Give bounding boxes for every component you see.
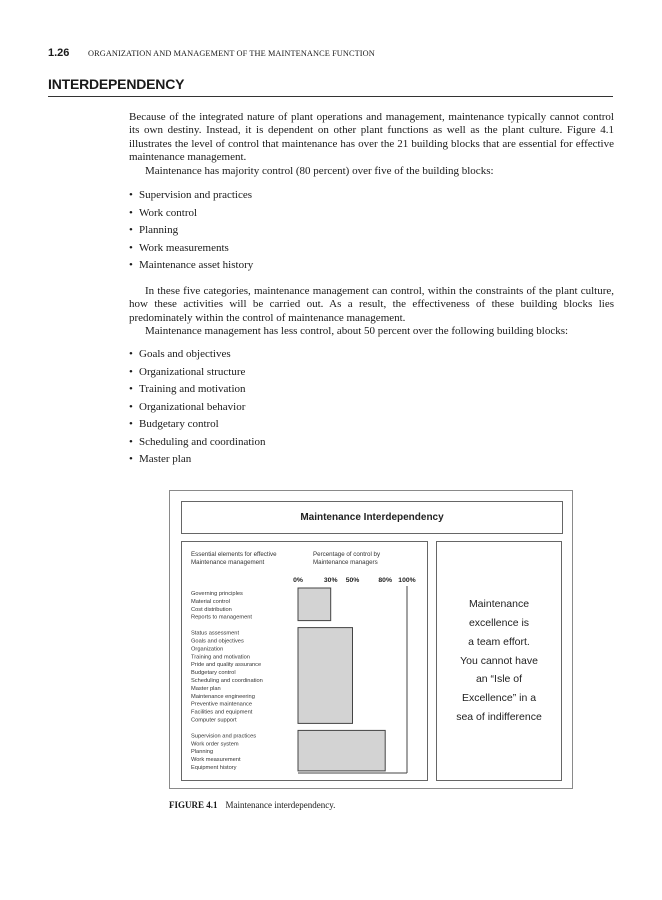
category-label: Budgetary control bbox=[191, 670, 236, 677]
intro-paragraphs bbox=[129, 111, 614, 178]
quote-line: a team effort. bbox=[468, 635, 530, 648]
running-title: ORGANIZATION AND MANAGEMENT OF THE MAINTENANCE FUNCTION bbox=[88, 49, 375, 58]
page-number: 1.26 bbox=[48, 47, 70, 59]
list-item: • Organizational behavior bbox=[129, 399, 265, 417]
header-line: Maintenance managers bbox=[313, 559, 378, 566]
list-item: • Organizational structure bbox=[129, 364, 265, 382]
category-label: Master plan bbox=[191, 685, 221, 692]
quote-line: Excellence” in a bbox=[461, 692, 537, 705]
list-item: • Scheduling and coordination bbox=[129, 434, 265, 452]
section-divider bbox=[48, 96, 613, 97]
category-label: Goals and objectives bbox=[191, 638, 244, 645]
category-label: Work measurement bbox=[191, 757, 241, 764]
category-label: Planning bbox=[191, 749, 214, 756]
category-label: Organization bbox=[191, 646, 224, 653]
middle-paragraphs bbox=[129, 285, 614, 339]
x-tick-label: 30% bbox=[323, 577, 338, 584]
paragraph: Maintenance management has less control, about 50 percent over the following building blocks: bbox=[145, 325, 569, 338]
majority-control-list bbox=[129, 187, 253, 275]
less-control-list bbox=[129, 346, 265, 469]
list-item: • Work control bbox=[129, 205, 253, 223]
x-tick-label: 50% bbox=[345, 577, 360, 584]
figure-maintenance-interdependency bbox=[169, 490, 573, 789]
paragraph: Maintenance has majority control (80 percent) over five of the building blocks: bbox=[145, 164, 494, 177]
category-label: Computer support bbox=[191, 717, 237, 724]
category-label: Cost distribution bbox=[191, 606, 232, 613]
list-item: • Planning bbox=[129, 222, 253, 240]
header-line: Essential elements for effective bbox=[191, 551, 277, 558]
category-label: Material control bbox=[191, 598, 230, 605]
quote-line: an “Isle of bbox=[475, 673, 523, 686]
quote-panel bbox=[436, 541, 562, 781]
list-item: • Master plan bbox=[129, 451, 265, 469]
header-line: Percentage of control by bbox=[313, 551, 381, 558]
category-label: Pride and quality assurance bbox=[191, 662, 262, 669]
list-item: • Work measurements bbox=[129, 240, 253, 258]
category-label: Equipment history bbox=[191, 765, 237, 771]
quote-line: sea of indifference bbox=[456, 710, 542, 723]
quote-line: excellence is bbox=[468, 617, 530, 629]
bar bbox=[298, 628, 353, 724]
bar bbox=[298, 588, 331, 621]
caption-text: Maintenance interdependency. bbox=[225, 800, 336, 810]
paragraph: In these five categories, maintenance management can control, within the constraints of the plant culture, how these activities will be carried out. As a result, the effectiveness of these building blocks lies predominately within the control of maintenance management. bbox=[129, 285, 614, 324]
category-label: Facilities and equipment bbox=[191, 709, 253, 716]
quote-line: You cannot have bbox=[460, 654, 538, 667]
list-item: • Goals and objectives bbox=[129, 346, 265, 364]
quote-text bbox=[456, 595, 542, 727]
paragraph: Because of the integrated nature of plant operations and management, maintenance typically cannot control its own destiny. Instead, it is dependent on other plant functions as well as the plant culture. Figure 4.1 illustrates the level of control that maintenance has over the 21 building blocks that are essential for effective maintenance management. bbox=[129, 111, 614, 164]
category-label: Supervision and practices bbox=[191, 733, 257, 740]
x-tick-label: 0% bbox=[293, 577, 303, 584]
category-label: Preventive maintenance bbox=[191, 701, 253, 708]
caption-label: FIGURE 4.1 bbox=[169, 800, 218, 810]
bar bbox=[298, 730, 385, 771]
quote-line: Maintenance bbox=[468, 598, 530, 611]
list-item: • Maintenance asset history bbox=[129, 257, 253, 275]
running-head bbox=[48, 47, 375, 59]
category-label: Reports to management bbox=[191, 614, 253, 621]
figure-caption bbox=[169, 800, 335, 810]
category-label: Maintenance engineering bbox=[191, 693, 255, 700]
category-label: Status assessment bbox=[191, 630, 240, 637]
category-label: Scheduling and coordination bbox=[191, 678, 263, 684]
list-item: • Budgetary control bbox=[129, 416, 265, 434]
figure-title: Maintenance Interdependency bbox=[181, 501, 563, 534]
category-label: Training and motivation bbox=[191, 654, 250, 661]
x-tick-label: 80% bbox=[378, 577, 393, 584]
list-item: • Supervision and practices bbox=[129, 187, 253, 205]
category-label: Governing principles bbox=[191, 591, 243, 597]
chart-panel bbox=[181, 541, 428, 781]
header-line: Maintenance management bbox=[191, 559, 265, 566]
x-tick-label: 100% bbox=[398, 577, 416, 584]
bar-chart bbox=[182, 542, 429, 782]
category-label: Work order system bbox=[191, 741, 239, 748]
section-title: INTERDEPENDENCY bbox=[48, 76, 185, 92]
list-item: • Training and motivation bbox=[129, 381, 265, 399]
